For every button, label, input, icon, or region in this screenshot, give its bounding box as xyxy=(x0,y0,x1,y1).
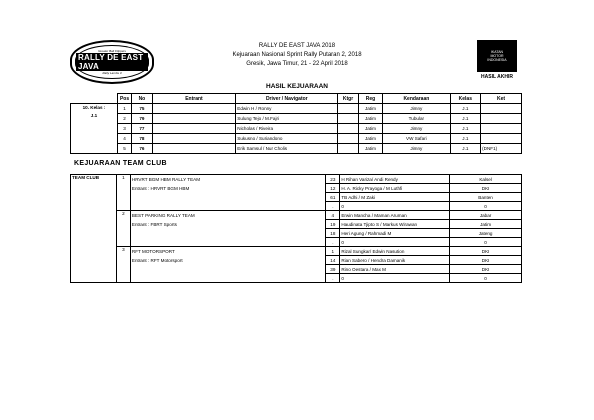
team-blank xyxy=(130,229,325,238)
driver-cell: Erik Samsul / Nur Cholis xyxy=(236,144,338,154)
member-reg: DKI xyxy=(450,256,522,265)
member-reg: Jateng xyxy=(450,229,522,238)
member-reg: Banten xyxy=(450,193,522,202)
team-section-title: KEJUARAAN TEAM CLUB xyxy=(74,160,167,167)
header-ket: Ket xyxy=(481,94,522,104)
hasil-akhir-caption: HASIL AKHIR xyxy=(481,74,513,80)
no-cell: 77 xyxy=(132,124,152,134)
ktgr-cell xyxy=(338,124,358,134)
kendaraan-cell: Jimny xyxy=(383,124,450,134)
header-no: No xyxy=(132,94,152,104)
logo-main-text: RALLY DE EAST JAVA xyxy=(76,53,148,71)
header-reg: Reg xyxy=(358,94,382,104)
driver-cell: Sukusno / Suriandono xyxy=(236,134,338,144)
team-blank xyxy=(130,193,325,202)
imi-line-1: IKATAN xyxy=(490,50,504,54)
member-crew: 0 xyxy=(340,202,450,211)
member-reg: 0 xyxy=(450,238,522,247)
member-reg: DKI xyxy=(450,247,522,256)
kelas-cell: J.1 xyxy=(450,114,481,124)
results-header-row xyxy=(71,94,522,104)
team-row xyxy=(71,238,522,247)
member-crew: Rian Sabero / Hendra Damanik xyxy=(340,256,450,265)
team-row xyxy=(71,256,522,265)
team-pos: 2 xyxy=(116,211,130,247)
header-entrant: Entrant xyxy=(152,94,236,104)
no-cell: 75 xyxy=(132,104,152,114)
team-row xyxy=(71,274,522,283)
class-label: 10. Kelas : xyxy=(82,105,106,110)
ket-cell xyxy=(481,114,522,124)
member-crew: TB Adhi / M Zaki xyxy=(340,193,450,202)
driver-cell: Sulung Tejo / M.Fajri xyxy=(236,114,338,124)
member-reg: Jabar xyxy=(450,211,522,220)
ktgr-cell xyxy=(338,134,358,144)
ket-cell: (DNF1) xyxy=(481,144,522,154)
member-crew: 0 xyxy=(340,274,450,283)
table-row xyxy=(71,124,522,134)
driver-cell: Edwin H / Ronny xyxy=(236,104,338,114)
member-crew: Heri Agung / Rahmadi M xyxy=(340,229,450,238)
team-row xyxy=(71,211,522,220)
member-reg: Kalsel xyxy=(450,175,522,184)
team-blank xyxy=(130,202,325,211)
team-row xyxy=(71,193,522,202)
entrant-cell xyxy=(152,104,236,114)
results-title: HASIL KEJUARAAN xyxy=(266,83,328,90)
team-row xyxy=(71,229,522,238)
team-table xyxy=(70,174,522,283)
ktgr-cell xyxy=(338,144,358,154)
member-reg: DKI xyxy=(450,184,522,193)
member-reg: 0 xyxy=(450,202,522,211)
member-no: . xyxy=(326,202,340,211)
pos-cell: 5 xyxy=(117,144,131,154)
member-no: 61 xyxy=(326,193,340,202)
event-location-date: Gresik, Jawa Timur, 21 - 22 April 2018 xyxy=(246,61,348,67)
kendaraan-cell: VW Safari xyxy=(383,134,450,144)
header-ktgr: Ktgr xyxy=(338,94,358,104)
team-blank xyxy=(130,274,325,283)
no-cell: 79 xyxy=(132,114,152,124)
team-row xyxy=(71,175,522,184)
member-reg: DKI xyxy=(450,265,522,274)
member-no: 19 xyxy=(326,220,340,229)
table-row xyxy=(71,134,522,144)
member-crew: Rizal Sungkar/ Edwin Nasution xyxy=(340,247,450,256)
kendaraan-cell: Jimny xyxy=(383,104,450,114)
header-blank xyxy=(71,94,118,104)
member-crew: H Rihan Variza/ Andi Rendy xyxy=(340,175,450,184)
entrant-cell xyxy=(152,124,236,134)
ktgr-cell xyxy=(338,114,358,124)
no-cell: 78 xyxy=(132,134,152,144)
team-row xyxy=(71,202,522,211)
member-crew: H. A. Ricky Prayoga / M Luthfi xyxy=(340,184,450,193)
member-no: . xyxy=(326,238,340,247)
member-no: . xyxy=(326,274,340,283)
team-blank xyxy=(130,265,325,274)
team-row xyxy=(71,247,522,256)
kelas-cell: J.1 xyxy=(450,124,481,134)
ket-cell xyxy=(481,104,522,114)
driver-cell: Nicholas / Riveira xyxy=(236,124,338,134)
member-no: 14 xyxy=(326,256,340,265)
reg-cell: Jatim xyxy=(358,144,382,154)
reg-cell: Jatim xyxy=(358,104,382,114)
imi-line-3: INDONESIA xyxy=(487,58,507,62)
reg-cell: Jatim xyxy=(358,124,382,134)
team-entrant: Entrant : HRVRT BGM HBM xyxy=(130,184,325,193)
kelas-cell: J.1 xyxy=(450,134,481,144)
ktgr-cell xyxy=(338,104,358,114)
kendaraan-cell: Tubular xyxy=(383,114,450,124)
event-title: RALLY DE EAST JAVA 2018 xyxy=(258,43,336,49)
header-kelas: Kelas xyxy=(450,94,481,104)
class-label-cell xyxy=(71,104,118,154)
pos-cell: 2 xyxy=(117,114,131,124)
member-no: 39 xyxy=(326,265,340,274)
no-cell: 76 xyxy=(132,144,152,154)
header-pos: Pos xyxy=(117,94,131,104)
table-row xyxy=(71,104,522,114)
team-row xyxy=(71,265,522,274)
kelas-cell: J.1 xyxy=(450,144,481,154)
team-name: BEST PARKING RALLY TEAM xyxy=(130,211,325,220)
entrant-cell xyxy=(152,114,236,124)
reg-cell: Jatim xyxy=(358,134,382,144)
team-row xyxy=(71,220,522,229)
pos-cell: 1 xyxy=(117,104,131,114)
reg-cell: Jatim xyxy=(358,114,382,124)
team-pos: 1 xyxy=(116,175,130,211)
header-driver: Driver / Navigator xyxy=(236,94,338,104)
member-crew: 0 xyxy=(340,238,450,247)
member-crew: Rino Oestara / Max M xyxy=(340,265,450,274)
results-table xyxy=(70,93,522,154)
member-no: 18 xyxy=(326,229,340,238)
entrant-cell xyxy=(152,144,236,154)
member-crew: Haudinata Tjipto S / Markus Wirawan xyxy=(340,220,450,229)
team-blank xyxy=(130,238,325,247)
team-club-label: TEAM CLUB xyxy=(71,175,117,283)
team-row xyxy=(71,184,522,193)
team-entrant: Entrant : FBRT Sports xyxy=(130,220,325,229)
table-row xyxy=(71,144,522,154)
member-no: 23 xyxy=(326,175,340,184)
member-no: 4 xyxy=(326,211,340,220)
team-entrant: Entrant : RFT Motorsport xyxy=(130,256,325,265)
entrant-cell xyxy=(152,134,236,144)
member-no: 1 xyxy=(326,247,340,256)
team-pos: 3 xyxy=(116,247,130,283)
pos-cell: 3 xyxy=(117,124,131,134)
member-reg: Jatim xyxy=(450,220,522,229)
ket-cell xyxy=(481,134,522,144)
team-name: RFT MOTORSPORT xyxy=(130,247,325,256)
member-reg: 0 xyxy=(450,274,522,283)
kelas-cell: J.1 xyxy=(450,104,481,114)
kendaraan-cell: Jimny xyxy=(383,144,450,154)
table-row xyxy=(71,114,522,124)
member-crew: Erwin Mancha / Maman Aruman xyxy=(340,211,450,220)
team-name: HRVRT BGM HBM RALLY TEAM xyxy=(130,175,325,184)
header-kendaraan: Kendaraan xyxy=(383,94,450,104)
imi-line-2: MOTOR xyxy=(490,54,504,58)
ket-cell xyxy=(481,124,522,134)
event-subtitle: Kejuaraan Nasional Sprint Rally Putaran 2, 2018 xyxy=(232,52,362,58)
class-value: J.1 xyxy=(90,113,98,118)
pos-cell: 4 xyxy=(117,134,131,144)
member-no: 12 xyxy=(326,184,340,193)
logo-bottom-text: Rally Lambs 3 xyxy=(102,71,122,75)
logo-top-text: Greater Bali Clippers xyxy=(98,49,126,53)
